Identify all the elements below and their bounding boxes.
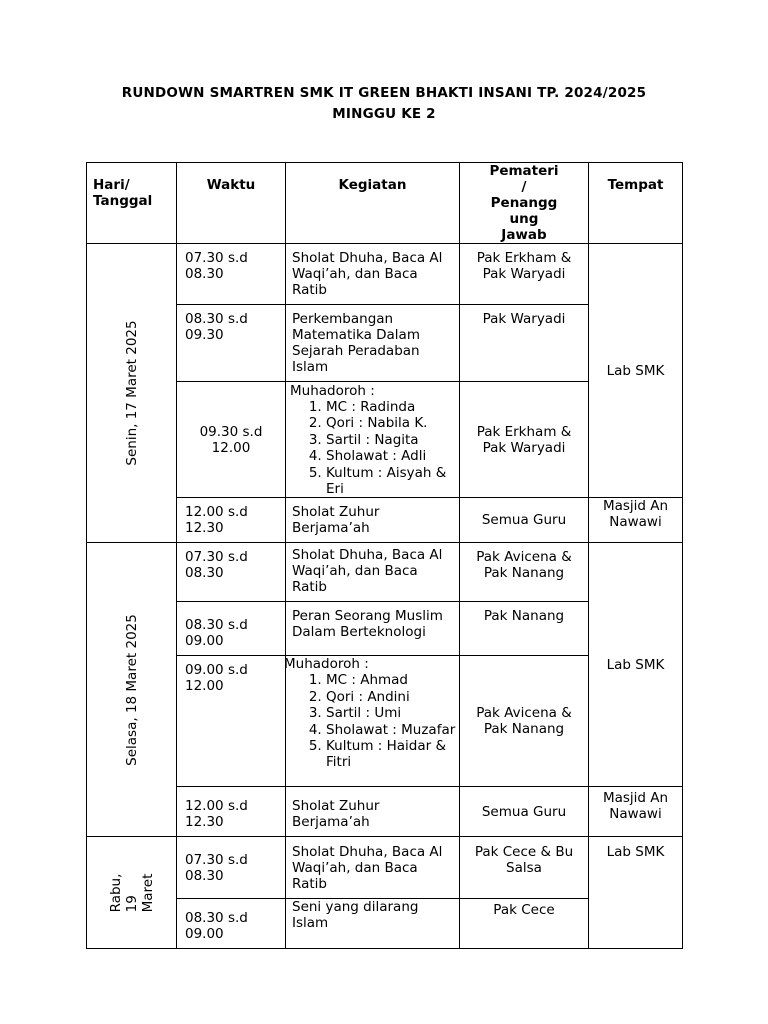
header-activity: Kegiatan [286, 163, 460, 244]
list-item: 5. Kultum : Aisyah & Eri [326, 465, 459, 498]
speaker-cell: Pak Nanang [483, 608, 565, 625]
table-row [87, 837, 683, 899]
speaker-cell: Pak Erkham & Pak Waryadi [476, 423, 572, 456]
speaker-cell: Pak Avicena & Pak Nanang [476, 705, 572, 738]
header-place: Tempat [589, 163, 683, 244]
activity-cell: Sholat Zuhur Berjama’ah [292, 798, 380, 831]
document-subtitle: MINGGU KE 2 [332, 106, 436, 122]
day-label: Rabu, 19 Maret [107, 873, 156, 913]
list-item: 2. Qori : Nabila K. [326, 415, 459, 431]
activity-cell: Sholat Zuhur Berjama’ah [292, 504, 380, 537]
day-cell-wednesday [87, 837, 177, 949]
list-item: 3. Sartil : Nagita [326, 432, 459, 448]
speaker-cell: Pak Avicena & Pak Nanang [476, 549, 572, 582]
table-row [87, 543, 683, 602]
list-item: 2. Qori : Andini [326, 689, 459, 705]
list-item: 1. MC : Ahmad [326, 672, 459, 688]
list-item: 4. Sholawat : Muzafar [326, 722, 459, 738]
list-item: 3. Sartil : Umi [326, 705, 459, 721]
header-speaker: Pemateri / Penangg ung Jawab [460, 163, 589, 244]
day-cell-monday [87, 244, 177, 543]
speaker-cell: Pak Erkham & Pak Waryadi [476, 250, 572, 282]
list-item: 1. MC : Radinda [326, 399, 459, 415]
time-cell: 08.30 s.d 09.00 [185, 910, 248, 943]
time-cell: 09.00 s.d 12.00 [185, 662, 248, 695]
activity-cell [286, 656, 460, 787]
time-cell: 12.00 s.d 12.30 [185, 504, 248, 537]
activity-cell: Peran Seorang Muslim Dalam Berteknologi [292, 608, 443, 641]
muhadoroh-title: Muhadoroh : [290, 383, 375, 399]
speaker-cell: Pak Cece & Bu Salsa [474, 844, 574, 877]
speaker-cell: Semua Guru [481, 803, 567, 820]
header-day: Hari/ Tanggal [87, 163, 177, 244]
time-cell: 12.00 s.d 12.30 [185, 798, 248, 831]
header-time: Waktu [177, 163, 286, 244]
speaker-cell: Pak Cece [493, 902, 555, 919]
activity-cell: Perkembangan Matematika Dalam Sejarah Peradaban Islam [292, 311, 420, 375]
muhadoroh-list [286, 672, 459, 770]
time-cell: 08.30 s.d 09.30 [185, 311, 248, 343]
place-cell: Lab SMK [606, 362, 665, 379]
muhadoroh-list [286, 399, 459, 497]
place-cell: Lab SMK [606, 844, 665, 861]
activity-cell: Seni yang dilarang Islam [292, 899, 419, 932]
speaker-cell: Pak Waryadi [482, 311, 566, 327]
time-cell: 09.30 s.d 12.00 [199, 423, 263, 456]
list-item: 5. Kultum : Haidar & Fitri [326, 738, 459, 771]
activity-cell: Sholat Dhuha, Baca Al Waqi’ah, dan Baca Ratib [292, 844, 443, 893]
muhadoroh-title: Muhadoroh : [284, 656, 369, 673]
table-header-row [87, 163, 683, 244]
place-cell: Lab SMK [606, 656, 665, 673]
day-label: Senin, 17 Maret 2025 [123, 320, 140, 466]
time-cell: 07.30 s.d 08.30 [185, 852, 248, 885]
place-cell: Masjid An Nawawi [602, 790, 669, 823]
speaker-cell: Semua Guru [481, 512, 567, 529]
day-label: Selasa, 18 Maret 2025 [123, 614, 140, 766]
activity-cell [286, 382, 460, 498]
time-cell: 07.30 s.d 08.30 [185, 250, 248, 282]
activity-cell: Sholat Dhuha, Baca Al Waqi’ah, dan Baca Ratib [292, 250, 443, 298]
place-cell: Masjid An Nawawi [602, 498, 669, 531]
list-item: 4. Sholawat : Adli [326, 448, 459, 464]
rundown-table [86, 162, 683, 949]
activity-cell: Sholat Dhuha, Baca Al Waqi’ah, dan Baca Ratib [292, 547, 443, 596]
day-cell-tuesday [87, 543, 177, 837]
document-title: RUNDOWN SMARTREN SMK IT GREEN BHAKTI INSANI TP. 2024/2025 [121, 85, 647, 101]
table-row [87, 244, 683, 305]
time-cell: 07.30 s.d 08.30 [185, 549, 248, 582]
time-cell: 08.30 s.d 09.00 [185, 617, 248, 650]
